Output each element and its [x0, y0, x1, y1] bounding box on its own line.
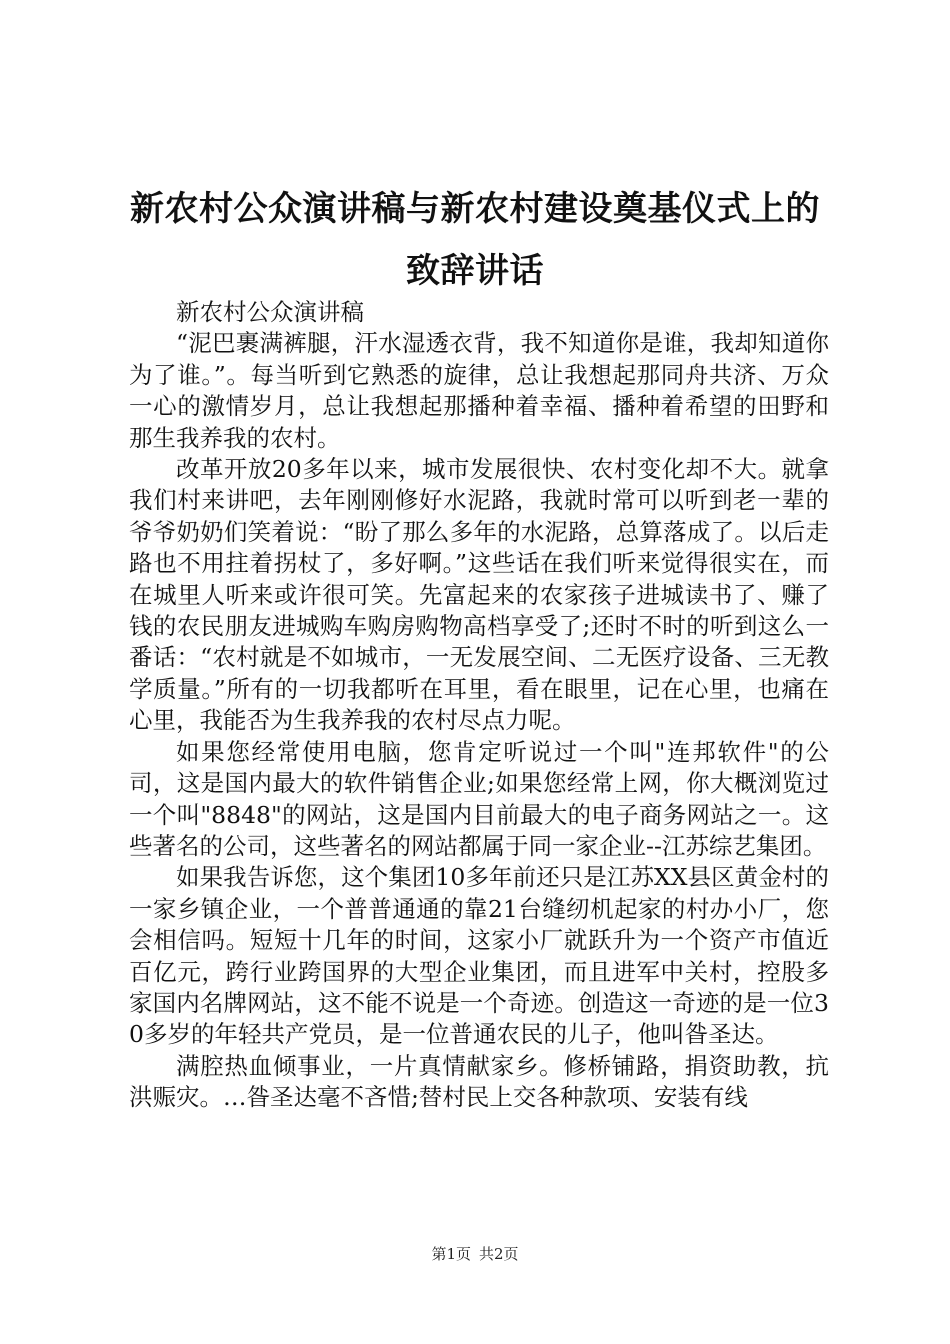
title-line-1: 新农村公众演讲稿与新农村建设奠基仪式上的 [130, 189, 820, 229]
paragraph-4: 如果我告诉您，这个集团10多年前还只是江苏XX县区黄金村的一家乡镇企业，一个普普通通的靠21台缝纫机起家的村办小厂，您会相信吗。短短十几年的时间，这家小厂就跃升为一个资产市值近百亿元，跨行业跨国界的大型企业集团，而且进军中关村，控股多家国内名牌网站，这不能不说是一个奇迹。创造这一奇迹的是一位30多岁的年轻共产党员，是一位普通农民的儿子，他叫昝圣达。 [129, 863, 829, 1049]
document-body [129, 297, 829, 1114]
document-title [100, 178, 850, 302]
page-footer [0, 1244, 950, 1264]
page-total: 共2页 [479, 1245, 519, 1263]
paragraph-1: “泥巴裹满裤腿，汗水湿透衣背，我不知道你是谁，我却知道你为了谁。”。每当听到它熟悉的旋律，总让我想起那同舟共济、万众一心的激情岁月，总让我想起那播种着幸福、播种着希望的田野和那生我养我的农村。 [129, 329, 829, 452]
title-line-2: 致辞讲话 [406, 251, 544, 291]
paragraph-3: 如果您经常使用电脑，您肯定听说过一个叫"连邦软件"的公司，这是国内最大的软件销售企业;如果您经常上网，你大概浏览过一个叫"8848"的网站，这是国内目前最大的电子商务网站之一。这些著名的公司，这些著名的网站都属于同一家企业--江苏综艺集团。 [129, 737, 829, 860]
section-subtitle: 新农村公众演讲稿 [176, 298, 364, 326]
paragraph-5: 满腔热血倾事业，一片真情献家乡。修桥铺路，捐资助教，抗洪赈灾。…昝圣达毫不吝惜;替村民上交各种款项、安装有线 [129, 1051, 829, 1112]
page-number: 第1页 [431, 1245, 471, 1263]
paragraph-2: 改革开放20多年以来，城市发展很快、农村变化却不大。就拿我们村来讲吧，去年刚刚修好水泥路，我就时常可以听到老一辈的爷爷奶奶们笑着说：“盼了那么多年的水泥路，总算落成了。以后走路也不用拄着拐杖了，多好啊。”这些话在我们听来觉得很实在，而在城里人听来或许很可笑。先富起来的农家孩子进城读书了、赚了钱的农民朋友进城购车购房购物高档享受了;还时不时的听到这么一番话：“农村就是不如城市，一无发展空间、二无医疗设备、三无教学质量。”所有的一切我都听在耳里，看在眼里，记在心里，也痛在心里，我能否为生我养我的农村尽点力呢。 [129, 455, 829, 735]
